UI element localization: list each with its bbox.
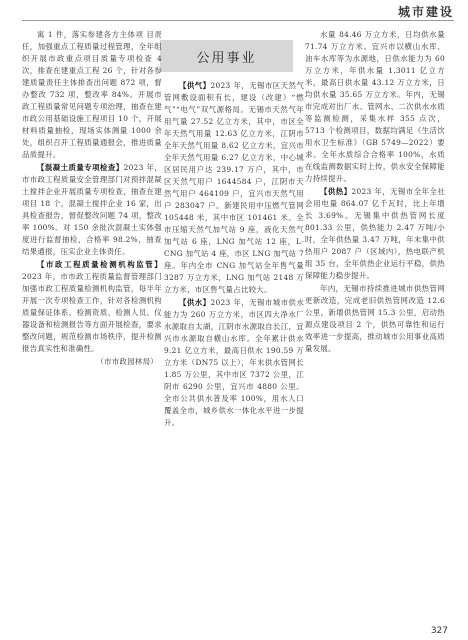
- paragraph: [305, 29, 445, 185]
- header-rule: [22, 20, 454, 21]
- paragraph-heading: 【供水】: [179, 298, 211, 307]
- paragraph-text: 2023 年，无锡市全年全社会用电量 864.07 亿千瓦时，比上年增长 3.69%。无锡集中供热管网长度 801.33 公里，供热能力 2.47 万吨/小时，全年供热量 3.47 万吨，年末集中供热用户 2087 户（区域内），热电联产机组 35 台，全年供热企业运行平稳，供热保障能力稳步提升。: [305, 187, 446, 280]
- paragraph-text: 年内，无锡市持续推进城市供热管网更新改造，完成老旧供热管网改造 12.6 公里，新增供热管网 15.3 公里，启动热源点建设项目 2 个，供热可靠性和运行效率进一步提高，推动城市公用事业高质量发展。: [305, 284, 445, 353]
- paragraph-text: 2023 年，市市政工程质量监督管理部门加强市政工程质量检测机构监管，每半年开展一次专项检查工作，针对各检测机构质量保证体系、检测资质、检测人员、仪器设备和检测报告等方面开展检查，要求整改问题，规范检测市场秩序，提升检测报告真实性和准确性。: [22, 272, 162, 353]
- text-column-2: [164, 80, 304, 430]
- page-number: 327: [430, 626, 448, 636]
- paragraph: [22, 29, 162, 161]
- header-title: 城市建设: [397, 5, 454, 19]
- source-note: （市市政园林局）: [96, 357, 158, 366]
- paragraph: [305, 283, 445, 355]
- text-column-3: [305, 29, 445, 356]
- paragraph: [164, 297, 304, 429]
- page-header: [0, 0, 468, 24]
- paragraph: [164, 80, 304, 296]
- text-column-1: [22, 29, 162, 369]
- paragraph-heading: 【混凝土质量专项检查】: [37, 163, 124, 172]
- paragraph: [22, 356, 162, 368]
- paragraph-text: 2023 年，市市政工程质量安全管理部门对预拌混凝土搅拌企业开展质量专项检查，抽查在建项目 18 个，混凝土搅拌企业 16 家，出具检查报告，督促整改问题 74 项，整改率 100%。对 150 余批次混凝土实体强度进行监督抽检，合格率 98.2%，抽查结果通报，压实企业主体责任。: [22, 163, 162, 256]
- paragraph-text: 水量 84.46 万立方米，日均供水量 71.74 万立方米。宜兴市以横山水库、油车水库等为水源地，日供水能力为 60 万立方米，年供水量 1.3011 亿立方米，最高日供水量 43.12 万立方米，日均供水量 35.65 万立方米。年内，无锡市完成对出厂水、管网水、二次供水水质等监测检测，采集水样 355 点次，5713 个检测项目，数据均满足《生活饮用水卫生标准》（GB 5749—2022）要求。全年水质综合合格率 100%，水质在线监测数据实时上传，供水安全保障能力持续提升。: [305, 30, 445, 183]
- paragraph-heading: 【供气】: [179, 81, 211, 90]
- paragraph-text: 2023 年，无锡市区天然气管网敷设面积有长，建设（改建）“燃气”“电气”双气源格局。无锡市天然气年用气量 27.52 亿立方米，其中，市区全年天然气用量 12.63 亿立方米，江阴市全年天然气用量 8.62 亿立方米，宜兴市全年天然气用量 6.27 亿立方米，中心城区居民用户达 239.17 万户，其中，市区天然气用户 1644584 户，江阴市天然气用户 464109 户，宜兴市天然气用户 283047 户。新建民用中压燃气管网 105448 米，其中市区 101461 米。全市压缩天然气加气站 9 座，液化天然气加气站 6 座，LNG 加气站 12 座，L-CNG 加气站 4 座，市区 LNG 加气站 7 座。年内全市 CNG 加气站全年售气量 3287 万立方米，LNG 加气站 2148 万立方米，市区售气量占比较大。: [164, 81, 305, 294]
- paragraph-text: 寓 1 件，落实参建各方主体项 目责任，加强重点工程质量过程管理，全年组织开展市政重点项目质量专项检查 4 次，排查在建重点工程 26 个，针对各参建质量责任主体排查出问题 872 项，督办整改 732 项，整改率 84%。开展市政工程质量常见问题专项治理，抽查在建市政公用基础设施工程项目 10 个，开展材料质量抽检，现场实体测量 1000 余处，组织召开工程质量通报会，推进质量品质提升。: [22, 30, 162, 159]
- paragraph: [22, 259, 162, 355]
- paragraph-heading: 【市政工程质量检测机构监管】: [37, 260, 162, 269]
- paragraph-text: 2023 年，无锡市城市供水能力为 260 万立方米，市区四大净水厂水源取自太湖，江阴市水源取自长江，宜兴市水源取自横山水库。全年累计供水 9.21 亿立方米，最高日供水 190.59 万立方米（DN75 以上），年末供水管网长 1.85 万公里，其中市区 7372 公里，江阴市 6290 公里，宜兴市 4880 公里。全市公共供水普及率 100%，用水人口覆盖全市，城乡供水一体化水平进一步提升。: [164, 298, 305, 427]
- section-title-box: [160, 40, 293, 72]
- paragraph-heading: 【供热】: [320, 187, 352, 196]
- paragraph: [22, 162, 162, 258]
- section-title: 公用事业: [196, 51, 257, 66]
- paragraph: [305, 186, 445, 282]
